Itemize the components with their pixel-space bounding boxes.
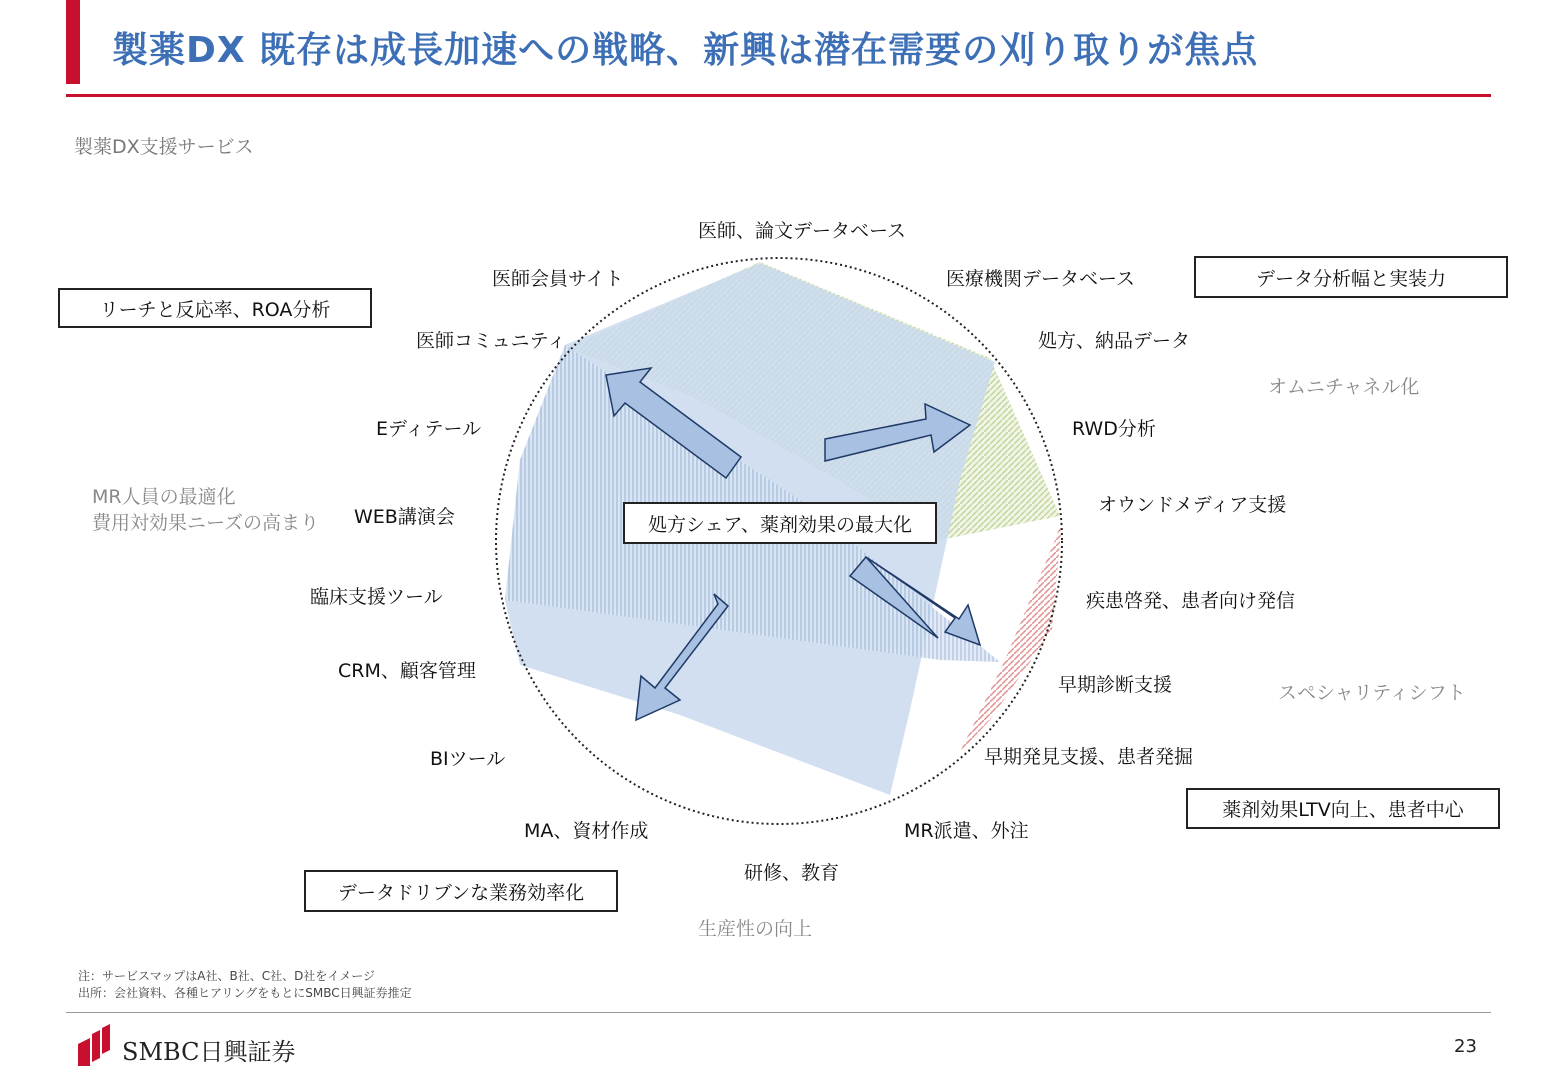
service-label-crm: CRM、顧客管理 [338, 660, 476, 682]
service-label-e-detail: Eディテール [376, 418, 482, 440]
theme-omnichannel: オムニチャネル化 [1268, 376, 1420, 398]
service-label-prescription-data: 処方、納品データ [1038, 330, 1191, 352]
company-logo-text: SMBC日興証券 [122, 1038, 296, 1066]
service-label-ma: MA、資材作成 [524, 820, 649, 842]
theme-specialty-shift: スペシャリティシフト [1278, 682, 1466, 704]
callout-ltv: 薬剤効果LTV向上、患者中心 [1186, 788, 1500, 829]
footnotes [78, 968, 412, 1002]
footer-rule [66, 1012, 1491, 1013]
theme-mr-optimization-line1: MR人員の最適化 [92, 486, 236, 508]
section-subtitle: 製薬DX支援サービス [74, 136, 254, 158]
callout-reach: リーチと反応率、ROA分析 [58, 288, 372, 328]
service-label-physician-community: 医師コミュニティ [416, 330, 567, 352]
service-label-hospital-db: 医療機関データベース [946, 268, 1136, 290]
service-label-clinical-support-tool: 臨床支援ツール [310, 586, 443, 608]
page-number: 23 [1454, 1036, 1477, 1057]
service-label-training: 研修、教育 [744, 862, 840, 884]
service-label-mr-dispatch: MR派遣、外注 [904, 820, 1029, 842]
service-label-web-seminar: WEB講演会 [354, 506, 455, 528]
service-label-disease-awareness: 疾患啓発、患者向け発信 [1086, 590, 1296, 612]
service-label-early-discovery: 早期発見支援、患者発掘 [984, 746, 1194, 768]
callout-data-analysis: データ分析幅と実装力 [1194, 256, 1508, 298]
callout-data-driven: データドリブンな業務効率化 [304, 870, 618, 912]
service-label-bi-tool: BIツール [430, 748, 506, 770]
smbc-logo-mark [76, 1022, 112, 1068]
footnote-note: 注：サービスマップはA社、B社、C社、D社をイメージ [78, 969, 375, 983]
service-label-physician-member-site: 医師会員サイト [492, 268, 624, 290]
service-label-physician-paper-db: 医師、論文データベース [698, 220, 907, 242]
theme-mr-optimization-line2: 費用対効果ニーズの高まり [92, 512, 320, 534]
page-title: 製薬DX 既存は成長加速への戦略、新興は潜在需要の刈り取りが焦点 [112, 30, 1259, 71]
callout-center: 処方シェア、薬剤効果の最大化 [623, 502, 937, 544]
theme-productivity: 生産性の向上 [698, 918, 813, 940]
footnote-source: 出所：会社資料、各種ヒアリングをもとにSMBC日興証券推定 [78, 986, 412, 1000]
service-label-rwd: RWD分析 [1072, 418, 1156, 440]
service-label-early-diagnosis: 早期診断支援 [1058, 674, 1173, 696]
service-label-owned-media: オウンドメディア支援 [1098, 494, 1287, 516]
